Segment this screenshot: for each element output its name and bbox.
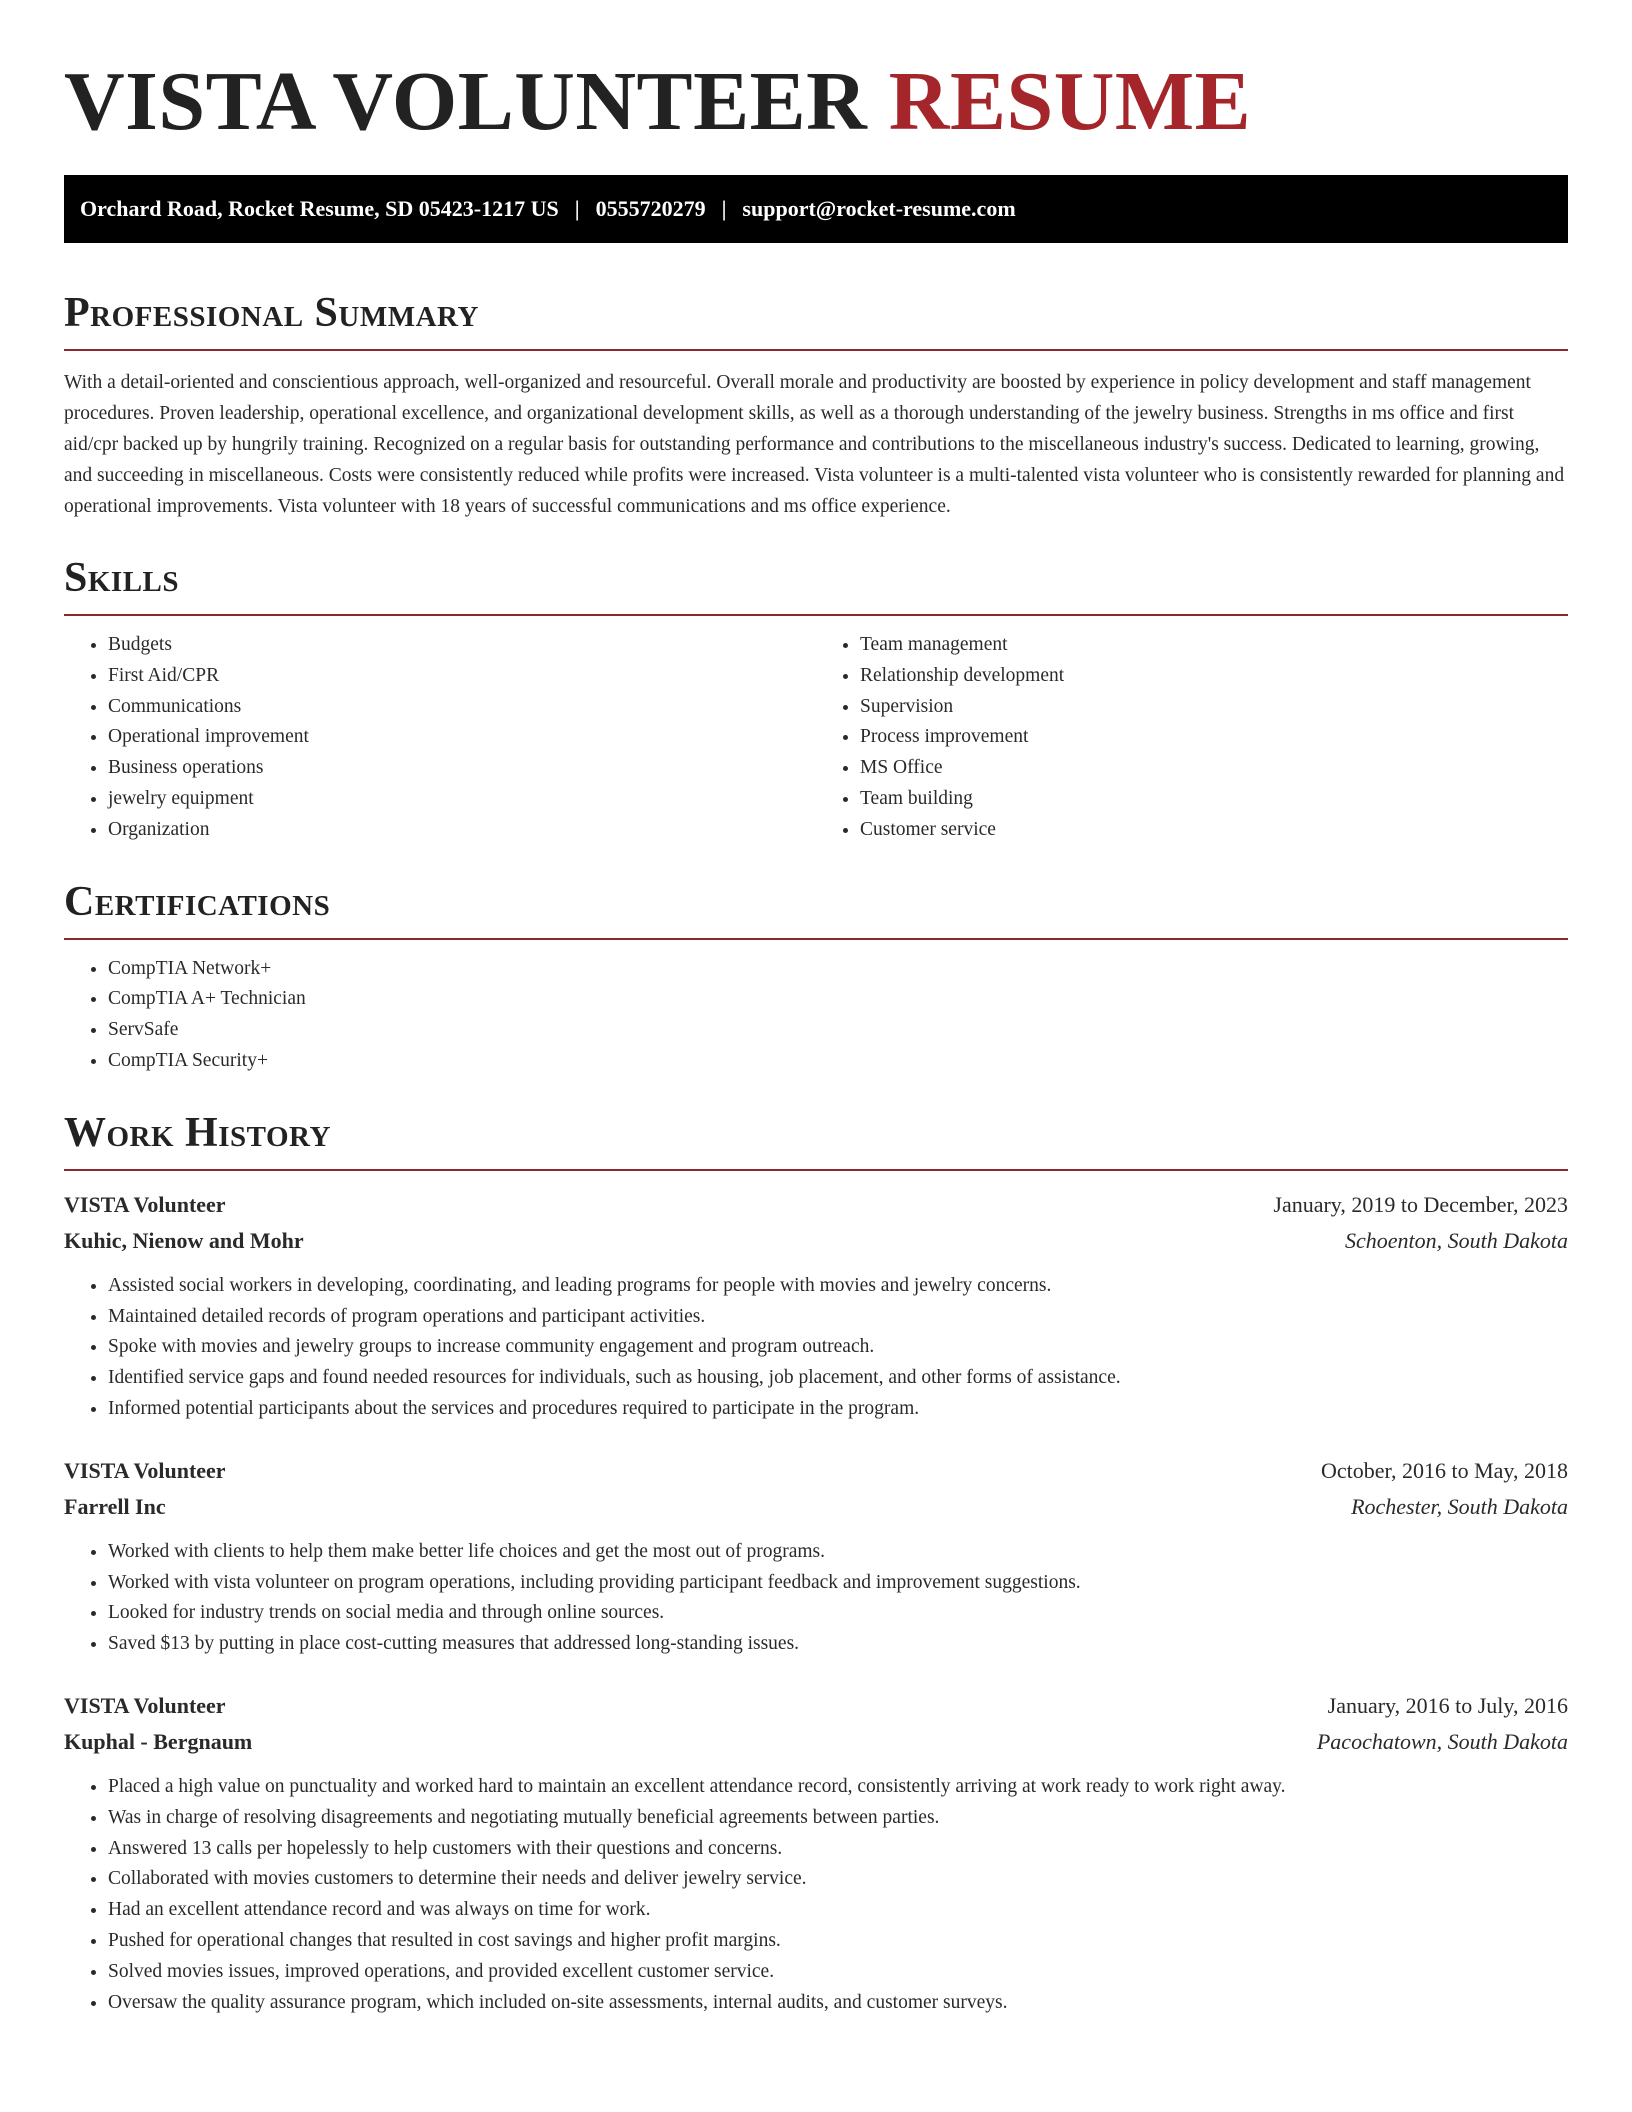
job-bullets [64, 1772, 1568, 2018]
job-header-row [64, 1453, 1568, 1489]
contact-email: support@rocket-resume.com [742, 196, 1016, 221]
job-title: VISTA Volunteer [64, 1191, 226, 1217]
job-entry [64, 1187, 1568, 1425]
job-company-row [64, 1489, 1568, 1525]
work-history-heading: Work History [64, 1107, 1568, 1171]
skill-item: • Relationship development [860, 661, 1568, 692]
work-history-section [64, 1107, 1568, 2019]
skill-item: • Customer service [860, 815, 1568, 846]
skills-list-left [64, 630, 816, 846]
skills-heading: Skills [64, 552, 1568, 616]
job-bullets [64, 1271, 1568, 1425]
job-bullets [64, 1537, 1568, 1660]
contact-separator: | [574, 196, 580, 221]
certifications-list [64, 954, 1568, 1077]
job-bullet: • Pushed for operational changes that resulted in cost savings and higher profit margins. [108, 1926, 1568, 1957]
certifications-heading: Certifications [64, 876, 1568, 940]
job-bullet: • Collaborated with movies customers to determine their needs and deliver jewelry service. [108, 1864, 1568, 1895]
skill-item: • Communications [108, 692, 816, 723]
contact-separator: | [721, 196, 727, 221]
job-bullet: • Looked for industry trends on social media and through online sources. [108, 1598, 1568, 1629]
skills-section [64, 552, 1568, 846]
certification-item: • CompTIA A+ Technician [108, 984, 1568, 1015]
skill-item: • First Aid/CPR [108, 661, 816, 692]
certifications-section [64, 876, 1568, 1077]
skill-item: • Team building [860, 784, 1568, 815]
job-bullet: • Spoke with movies and jewelry groups to increase community engagement and program outreach. [108, 1332, 1568, 1363]
skill-item: • Budgets [108, 630, 816, 661]
title-main: VISTA VOLUNTEER [64, 55, 868, 148]
job-title: VISTA Volunteer [64, 1457, 226, 1483]
certification-item: • ServSafe [108, 1015, 1568, 1046]
job-header-row [64, 1187, 1568, 1223]
skills-grid [64, 630, 1568, 846]
job-bullet: • Oversaw the quality assurance program, which included on-site assessments, internal audits, and customer surveys. [108, 1988, 1568, 2019]
summary-text: With a detail-oriented and conscientious approach, well-organized and resourceful. Overall morale and productivity are boosted by experience in policy development and staff management procedures. Proven leadership, operational excellence, and organizational development skills, as well as a thorough understanding of the jewelry business. Strengths in ms office and first aid/cpr backed up by hungrily training. Recognized on a regular basis for outstanding performance and contributions to the miscellaneous industry's success. Dedicated to learning, growing, and succeeding in miscellaneous. Costs were consistently reduced while profits were increased. Vista volunteer is a multi-talented vista volunteer who is consistently rewarded for planning and operational improvements. Vista volunteer with 18 years of successful communications and ms office experience. [64, 372, 1565, 517]
skill-item: • Business operations [108, 753, 816, 784]
contact-address: Orchard Road, Rocket Resume, SD 05423-1217 US [80, 196, 559, 221]
job-bullet: • Identified service gaps and found needed resources for individuals, such as housing, job placement, and other forms of assistance. [108, 1363, 1568, 1394]
certification-item: • CompTIA Security+ [108, 1046, 1568, 1077]
job-entry [64, 1688, 1568, 2018]
job-location: Schoenton, South Dakota [1344, 1227, 1568, 1253]
job-bullet: • Was in charge of resolving disagreements and negotiating mutually beneficial agreements between parties. [108, 1803, 1568, 1834]
title-accent: RESUME [888, 55, 1252, 148]
job-company: Kuphal - Bergnaum [64, 1728, 253, 1754]
job-bullet: • Worked with vista volunteer on program operations, including providing participant feedback and improvement suggestions. [108, 1568, 1568, 1599]
job-header-row [64, 1688, 1568, 1724]
job-bullet: • Placed a high value on punctuality and worked hard to maintain an excellent attendance record, consistently arriving at work ready to work right away. [108, 1772, 1568, 1803]
job-location: Pacochatown, South Dakota [1316, 1728, 1568, 1754]
job-bullet: • Assisted social workers in developing, coordinating, and leading programs for people with movies and jewelry concerns. [108, 1271, 1568, 1302]
job-dates: October, 2016 to May, 2018 [1321, 1457, 1568, 1483]
job-bullet: • Maintained detailed records of program operations and participant activities. [108, 1302, 1568, 1333]
job-bullet: • Worked with clients to help them make better life choices and get the most out of programs. [108, 1537, 1568, 1568]
summary-section [64, 287, 1568, 522]
skill-item: • Team management [860, 630, 1568, 661]
contact-bar [64, 175, 1568, 243]
certification-item: • CompTIA Network+ [108, 954, 1568, 985]
skill-item: • Organization [108, 815, 816, 846]
job-title: VISTA Volunteer [64, 1692, 226, 1718]
contact-phone: 0555720279 [595, 196, 706, 221]
summary-heading: Professional Summary [64, 287, 1568, 351]
skill-item: • jewelry equipment [108, 784, 816, 815]
job-company: Kuhic, Nienow and Mohr [64, 1227, 304, 1253]
skill-item: • MS Office [860, 753, 1568, 784]
skills-list-right [816, 630, 1568, 846]
skill-item: • Operational improvement [108, 722, 816, 753]
job-bullet: • Had an excellent attendance record and was always on time for work. [108, 1895, 1568, 1926]
job-location: Rochester, South Dakota [1351, 1493, 1568, 1519]
job-bullet: • Informed potential participants about the services and procedures required to participate in the program. [108, 1394, 1568, 1425]
job-company: Farrell Inc [64, 1493, 166, 1519]
job-entry [64, 1453, 1568, 1660]
job-company-row [64, 1724, 1568, 1760]
skill-item: • Process improvement [860, 722, 1568, 753]
job-bullet: • Answered 13 calls per hopelessly to help customers with their questions and concerns. [108, 1834, 1568, 1865]
skill-item: • Supervision [860, 692, 1568, 723]
job-bullet: • Saved $13 by putting in place cost-cutting measures that addressed long-standing issues. [108, 1629, 1568, 1660]
job-dates: January, 2019 to December, 2023 [1273, 1191, 1568, 1217]
job-bullet: • Solved movies issues, improved operations, and provided excellent customer service. [108, 1957, 1568, 1988]
resume-title [64, 52, 1568, 152]
job-company-row [64, 1223, 1568, 1259]
job-dates: January, 2016 to July, 2016 [1327, 1692, 1568, 1718]
